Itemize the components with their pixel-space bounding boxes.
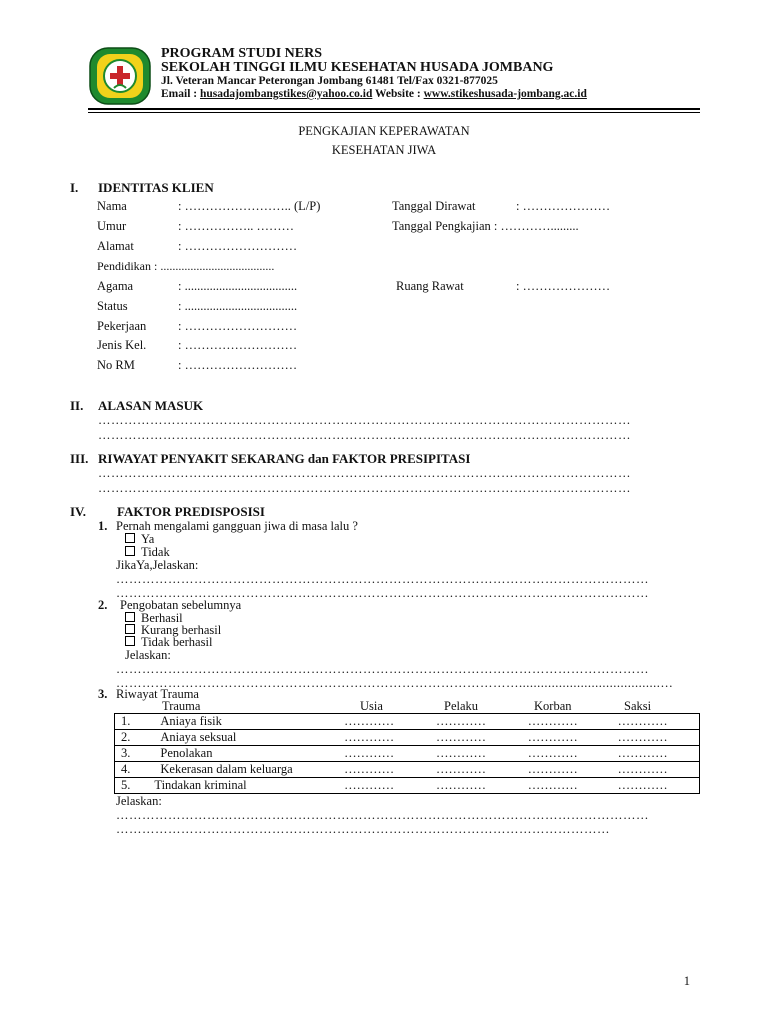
- section3-number: III.: [70, 451, 89, 466]
- usia-cell[interactable]: …………: [338, 778, 430, 794]
- saksi-cell[interactable]: …………: [612, 762, 700, 778]
- table-row: [115, 778, 700, 794]
- agama-field[interactable]: : ....................................: [178, 279, 298, 293]
- q2-explain-line[interactable]: ……………………………………………………………………………………………………………: [116, 662, 649, 676]
- q3-explain-line[interactable]: ……………………………………………………………………………………………………: [116, 822, 610, 836]
- usia-cell[interactable]: …………: [338, 746, 430, 762]
- school-logo: [88, 44, 152, 108]
- website-label: Website :: [375, 88, 421, 100]
- contact-line: [161, 88, 587, 100]
- program-name: PROGRAM STUDI NERS: [161, 46, 323, 61]
- q3-number: 3.: [98, 687, 108, 701]
- trauma-table: [114, 713, 700, 794]
- pekerjaan-label: Pekerjaan: [97, 319, 147, 333]
- section2-title: ALASAN MASUK: [98, 398, 204, 413]
- nama-field[interactable]: : …………………….. (L/P): [178, 199, 321, 213]
- riwayat-penyakit-line[interactable]: ……………………………………………………………………………………………………………: [98, 481, 631, 495]
- checkbox-icon[interactable]: [125, 546, 135, 556]
- q2-text: Pengobatan sebelumnya: [120, 598, 242, 612]
- q3-text: Riwayat Trauma: [116, 687, 199, 701]
- school-name: SEKOLAH TINGGI ILMU KESEHATAN HUSADA JOMBANG: [161, 60, 554, 75]
- alamat-label: Alamat: [97, 239, 134, 253]
- q3-explain-line[interactable]: ……………………………………………………………………………………………………………: [116, 808, 649, 822]
- section4-title: FAKTOR PREDISPOSISI: [117, 504, 265, 519]
- header-divider-thick: [88, 108, 700, 110]
- pendidikan-field[interactable]: Pendidikan : ......................................: [97, 259, 275, 273]
- saksi-cell[interactable]: …………: [612, 714, 700, 730]
- table-row: [115, 730, 700, 746]
- table-row: [115, 746, 700, 762]
- saksi-cell[interactable]: …………: [612, 778, 700, 794]
- email-label: Email :: [161, 88, 198, 100]
- umur-field[interactable]: : …………….. ………: [178, 219, 294, 233]
- q1-number: 1.: [98, 519, 108, 533]
- row-number: 1.: [115, 714, 155, 730]
- saksi-cell[interactable]: …………: [612, 746, 700, 762]
- table-row: [115, 714, 700, 730]
- column-header-pelaku: Pelaku: [444, 699, 479, 713]
- row-number: 4.: [115, 762, 155, 778]
- checkbox-icon[interactable]: [125, 612, 135, 622]
- form-subtitle: KESEHATAN JIWA: [331, 143, 437, 157]
- saksi-cell[interactable]: …………: [612, 730, 700, 746]
- checkbox-icon[interactable]: [125, 624, 135, 634]
- row-number: 5.: [115, 778, 155, 794]
- alasan-masuk-line[interactable]: ……………………………………………………………………………………………………………: [98, 428, 631, 442]
- column-header-trauma: Trauma: [162, 699, 201, 713]
- q1-explain-line[interactable]: ……………………………………………………………………………………………………………: [116, 572, 649, 586]
- korban-cell[interactable]: …………: [522, 714, 612, 730]
- option-label: Berhasil: [141, 611, 183, 625]
- column-header-korban: Korban: [534, 699, 572, 713]
- row-label: Kekerasan dalam keluarga: [154, 762, 338, 778]
- header-divider-thin: [88, 112, 700, 113]
- row-label: Penolakan: [154, 746, 338, 762]
- korban-cell[interactable]: …………: [522, 762, 612, 778]
- no-rm-label: No RM: [97, 358, 135, 372]
- riwayat-penyakit-line[interactable]: ……………………………………………………………………………………………………………: [98, 466, 631, 480]
- tanggal-pengkajian-field[interactable]: Tanggal Pengkajian : ………….........: [392, 219, 579, 233]
- tanggal-dirawat-label: Tanggal Dirawat: [392, 199, 476, 213]
- q1-text: Pernah mengalami gangguan jiwa di masa lalu ?: [116, 519, 358, 533]
- option-label: Kurang berhasil: [141, 623, 222, 637]
- usia-cell[interactable]: …………: [338, 762, 430, 778]
- pelaku-cell[interactable]: …………: [430, 762, 522, 778]
- section3-title: RIWAYAT PENYAKIT SEKARANG dan FAKTOR PRESIPITASI: [98, 451, 471, 466]
- korban-cell[interactable]: …………: [522, 730, 612, 746]
- q2-explain-line[interactable]: ………………………………………………………………………………….......................................…: [116, 676, 674, 690]
- tanggal-dirawat-field[interactable]: : …………………: [516, 199, 611, 213]
- umur-label: Umur: [97, 219, 127, 233]
- table-row: [115, 762, 700, 778]
- column-header-usia: Usia: [360, 699, 383, 713]
- pelaku-cell[interactable]: …………: [430, 714, 522, 730]
- q2-explain-label: Jelaskan:: [125, 648, 171, 662]
- q3-explain-label: Jelaskan:: [116, 794, 162, 808]
- section4-number: IV.: [70, 504, 87, 519]
- section1-title: IDENTITAS KLIEN: [98, 180, 214, 195]
- pelaku-cell[interactable]: …………: [430, 746, 522, 762]
- row-number: 3.: [115, 746, 155, 762]
- form-title: PENGKAJIAN KEPERAWATAN: [298, 124, 470, 138]
- row-label: Aniaya seksual: [154, 730, 338, 746]
- status-label: Status: [97, 299, 128, 313]
- q2-number: 2.: [98, 598, 108, 612]
- agama-label: Agama: [97, 279, 134, 293]
- checkbox-icon[interactable]: [125, 636, 135, 646]
- no-rm-field[interactable]: : ………………………: [178, 358, 298, 372]
- usia-cell[interactable]: …………: [338, 730, 430, 746]
- pelaku-cell[interactable]: …………: [430, 778, 522, 794]
- alasan-masuk-line[interactable]: ……………………………………………………………………………………………………………: [98, 413, 631, 427]
- pekerjaan-field[interactable]: : ………………………: [178, 319, 298, 333]
- school-address: Jl. Veteran Mancar Peterongan Jombang 61481 Tel/Fax 0321-877025: [161, 75, 498, 87]
- column-header-saksi: Saksi: [624, 699, 652, 713]
- ruang-rawat-field[interactable]: : …………………: [516, 279, 611, 293]
- row-label: Tindakan kriminal: [154, 778, 338, 794]
- usia-cell[interactable]: …………: [338, 714, 430, 730]
- option-label: Ya: [141, 532, 155, 546]
- q1-explain-line[interactable]: ……………………………………………………………………………………………………………: [116, 586, 649, 600]
- option-label: Tidak: [141, 545, 170, 559]
- alamat-field[interactable]: : ………………………: [178, 239, 298, 253]
- checkbox-icon[interactable]: [125, 533, 135, 543]
- korban-cell[interactable]: …………: [522, 778, 612, 794]
- email-link[interactable]: husadajombangstikes@yahoo.co.id: [199, 88, 373, 100]
- option-label: Tidak berhasil: [141, 635, 213, 649]
- jenis-kelamin-label: Jenis Kel.: [97, 338, 147, 352]
- q1-explain-label: JikaYa,Jelaskan:: [116, 558, 199, 572]
- section2-number: II.: [70, 398, 84, 413]
- nama-label: Nama: [97, 199, 127, 213]
- section1-number: I.: [70, 180, 79, 195]
- pelaku-cell[interactable]: …………: [430, 730, 522, 746]
- row-label: Aniaya fisik: [154, 714, 338, 730]
- jenis-kelamin-field[interactable]: : ………………………: [178, 338, 298, 352]
- row-number: 2.: [115, 730, 155, 746]
- ruang-rawat-label: Ruang Rawat: [396, 279, 464, 293]
- website-link[interactable]: www.stikeshusada-jombang.ac.id: [423, 88, 587, 100]
- page-number: 1: [683, 974, 690, 988]
- korban-cell[interactable]: …………: [522, 746, 612, 762]
- status-field[interactable]: : ....................................: [178, 299, 298, 313]
